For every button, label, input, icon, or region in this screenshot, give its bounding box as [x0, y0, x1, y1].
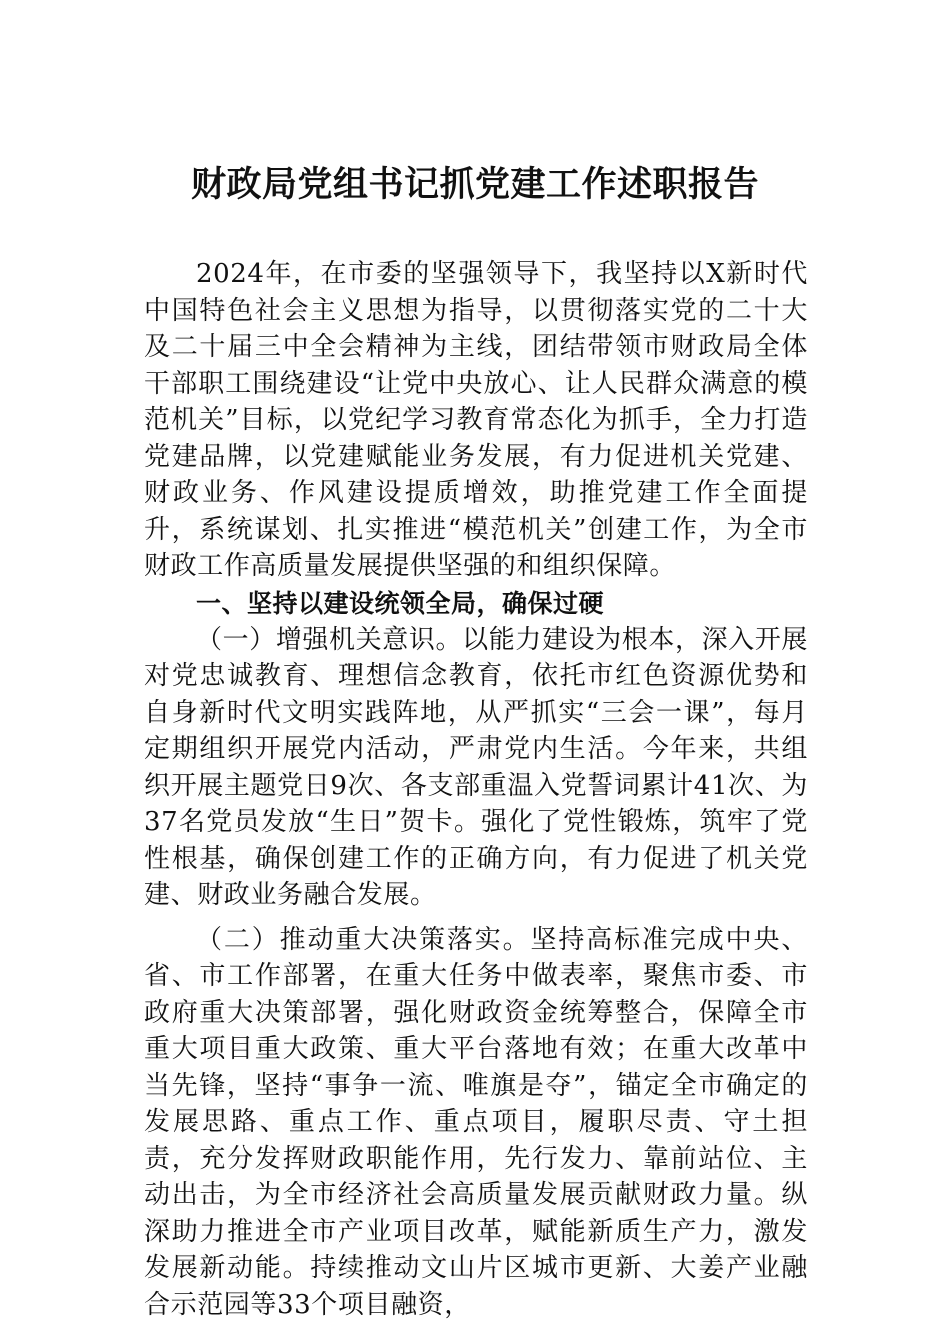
- paragraph-1: [144, 622, 808, 914]
- paragraph-1-lead: （一）增强机关意识。: [196, 624, 463, 655]
- document-title: 财政局党组书记抓党建工作述职报告: [190, 164, 759, 205]
- section-heading-1: 一、坚持以建设统领全局，确保过硬: [196, 588, 605, 618]
- intro-paragraph: 2024年，在市委的坚强领导下，我坚持以X新时代中国特色社会主义思想为指导，以贯彻落实党的二十大及二十届三中全会精神为主线，团结带领市财政局全体干部职工围绕建设“让党中央放心、让人民群众满意的模范机关”目标，以党纪学习教育常态化为抓手，全力打造党建品牌，以党建赋能业务发展，有力促进机关党建、财政业务、作风建设提质增效，助推党建工作全面提升，系统谋划、扎实推进“模范机关”创建工作，为全市财政工作高质量发展提供坚强的和组织保障。: [144, 259, 808, 581]
- document-body: [144, 256, 808, 1323]
- paragraph-2-lead: （二）推动重大决策落实。: [196, 924, 531, 955]
- paragraph-2-body: 坚持高标准完成中央、省、市工作部署，在重大任务中做表率，聚焦市委、市政府重大决策部署，强化财政资金统筹整合，保障全市重大项目重大政策、重大平台落地有效；在重大改革中当先锋，坚持“事争一流、唯旗是夺”，锚定全市确定的发展思路、重点工作、重点项目，履职尽责、守土担责，充分发挥财政职能作用，先行发力、靠前站位、主动出击，为全市经济社会高质量发展贡献财政力量。纵深助力推进全市产业项目改革，赋能新质生产力，激发发展新动能。持续推动文山片区城市更新、大姜产业融合示范园等33个项目融资，: [144, 924, 808, 1320]
- paragraph-1-body: 以能力建设为根本，深入开展对党忠诚教育、理想信念教育，依托市红色资源优势和自身新时代文明实践阵地，从严抓实“三会一课”，每月定期组织开展党内活动，严肃党内生活。今年来，共组织开展主题党日9次、各支部重温入党誓词累计41次、为37名党员发放“生日”贺卡。强化了党性锻炼，筑牢了党性根基，确保创建工作的正确方向，有力促进了机关党建、财政业务融合发展。: [144, 624, 808, 910]
- paragraph-gap: [144, 914, 808, 922]
- paragraph-2: [144, 922, 808, 1324]
